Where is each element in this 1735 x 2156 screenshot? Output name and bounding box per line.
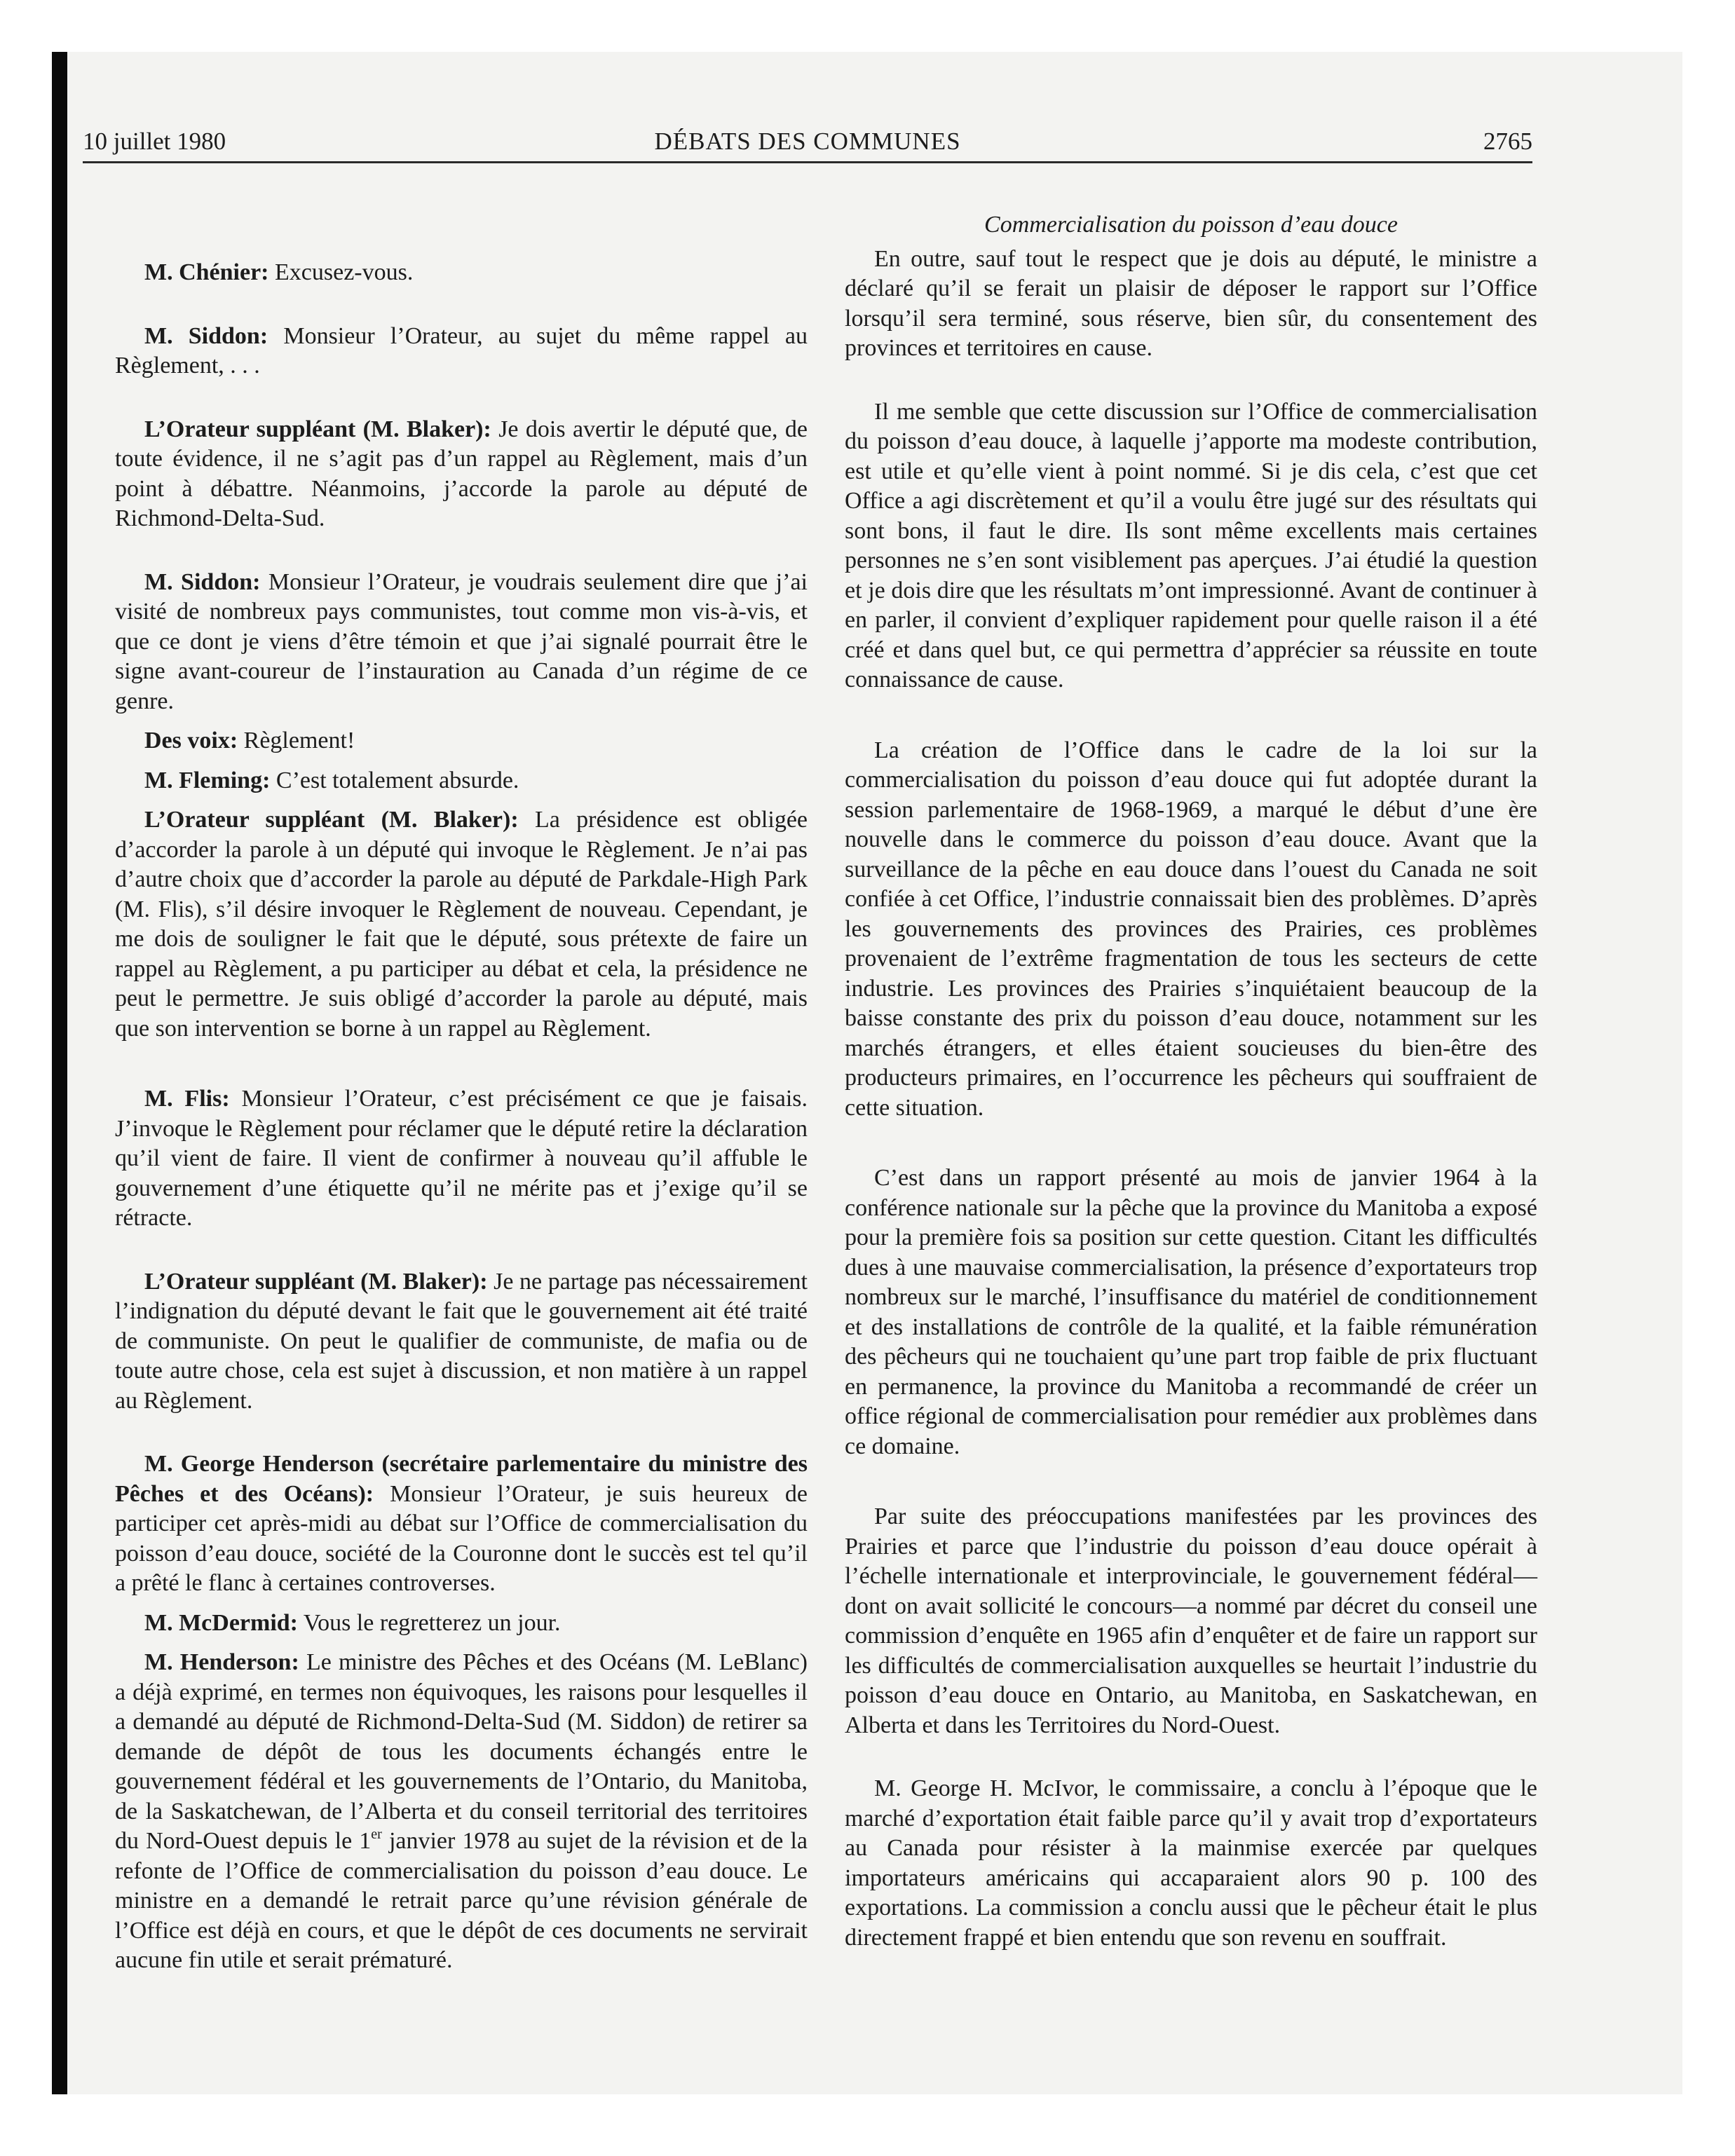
speech-text: Monsieur l’Orateur, je voudrais seulement dire que j’ai visité de nombreux pays communistes, tout comme mon vis-à-vis, et que ce dont je viens d’être témoin et que j’ai signalé pourrait être le signe avant-coureur de l’instauration au Canada d’un régime de ce genre. — [115, 568, 808, 714]
body-paragraph: En outre, sauf tout le respect que je dois au député, le ministre a déclaré qu’il se ferait un plaisir de déposer le rapport sur l’Office lorsqu’il sera terminé, sous réserve, bien sûr, du consentement des provinces et territoires en cause. — [845, 245, 1537, 361]
speaker-name: M. Fleming: — [144, 767, 271, 793]
speaker-name: Des voix: — [144, 728, 238, 753]
speaker-name: M. George Henderson (secrétaire parlementaire du ministre des Pêches et des Océans): — [115, 1451, 808, 1507]
speech-paragraph — [115, 415, 808, 534]
section-subtitle: Commercialisation du poisson d’eau douce — [984, 212, 1398, 238]
speech-paragraph — [115, 1648, 808, 1976]
speaker-name: M. Henderson: — [144, 1649, 299, 1675]
speaker-name: L’Orateur suppléant (M. Blaker): — [144, 416, 491, 442]
speech-paragraph — [115, 322, 808, 381]
speaker-name: L’Orateur suppléant (M. Blaker): — [144, 1268, 488, 1295]
scan-margin-bar — [52, 52, 67, 2094]
ordinal-superscript: er — [371, 1827, 382, 1842]
speech-text: Je ne partage pas nécessairement l’indignation du député devant le fait que le gouvernement ait été traité de communiste. On peut le qualifier de communiste, de mafia ou de toute autre chose, cela est sujet à discussion, et non matière à un rappel au Règlement. — [115, 1268, 808, 1414]
speech-text: Monsieur l’Orateur, au sujet du même rappel au Règlement, . . . — [115, 322, 808, 378]
speech-text: janvier 1978 au sujet de la révision et de la refonte de l’Office de commercialisation du poisson d’eau douce. Le ministre en a demandé le retrait parce qu’une révision générale de l’Office est déjà en cours, et que le dépôt de ces documents ne servirait aucune fin utile et serait prématuré. — [115, 1828, 808, 1973]
page-header — [83, 122, 1532, 163]
speech-text: Je dois avertir le député que, de toute évidence, il ne s’agit pas d’un rappel au Règlement, mais d’un point à débattre. Néanmoins, j’accorde la parole au député de Richmond-Delta-Sud. — [115, 416, 808, 531]
right-column — [845, 210, 1537, 1953]
body-paragraph: La création de l’Office dans le cadre de la loi sur la commercialisation du poisson d’eau douce qui fut adoptée durant la session parlementaire de 1968-1969, a marqué le début d’une ère nouvelle dans le commerce du poisson d’eau douce. Avant que la surveillance de la pêche en eau douce dans l’ouest du Canada ne soit confiée à cet Office, l’industrie connaissait bien des problèmes. D’après les gouvernements des provinces des Prairies, ces problèmes provenaient de l’extrême fragmentation de tous les secteurs de cette industrie. Les provinces des Prairies s’inquiétaient beaucoup de la baisse constante des prix du poisson d’eau douce, notamment sur les marchés étrangers, et elles étaient soucieuses du bien-être des producteurs primaires, en l’occurrence les pêcheurs qui souffraient de cette situation. — [845, 737, 1537, 1121]
speech-paragraph — [115, 568, 808, 717]
speech-text: Excusez-vous. — [268, 259, 414, 285]
speech-text: Le ministre des Pêches et des Océans (M. LeBlanc) a déjà exprimé, en termes non équivoques, les raisons pour lesquelles il a demandé au député de Richmond-Delta-Sud (M. Siddon) de retirer sa demande de dépôt de tous les documents échangés entre le gouvernement fédéral et les gouvernements de l’Ontario, du Manitoba, de la Saskatchewan, de l’Alberta et du conseil territorial des territoires du Nord-Ouest depuis le 1 — [115, 1649, 808, 1854]
speaker-name: L’Orateur suppléant (M. Blaker): — [144, 807, 519, 833]
speaker-name: M. Siddon: — [144, 568, 261, 595]
speech-paragraph — [115, 766, 808, 796]
speaker-name: M. Siddon: — [144, 322, 268, 349]
speech-paragraph — [115, 1084, 808, 1234]
speech-text: Vous le regretterez un jour. — [298, 1609, 561, 1636]
speech-text: Monsieur l’Orateur, je suis heureux de participer cet après-midi au débat sur l’Office de commercialisation du poisson d’eau douce, société de la Couronne dont le succès est tel qu’il a prêté le flanc à certaines controverses. — [115, 1480, 808, 1596]
left-column — [115, 258, 808, 1976]
speech-paragraph — [115, 1449, 808, 1599]
header-title: DÉBATS DES COMMUNES — [654, 128, 961, 155]
speaker-name: M. Flis: — [144, 1086, 230, 1112]
speaker-name: M. McDermid: — [144, 1609, 299, 1636]
speech-paragraph — [115, 1609, 808, 1639]
speech-text: Monsieur l’Orateur, c’est précisément ce que je faisais. J’invoque le Règlement pour réclamer que le député retire la déclaration qu’il vient de faire. Il vient de confirmer à nouveau qu’il affuble le gouvernement d’une étiquette qu’il ne mérite pas et j’exige qu’il se rétracte. — [115, 1086, 808, 1231]
body-paragraph: C’est dans un rapport présenté au mois de janvier 1964 à la conférence nationale sur la pêche que la province du Manitoba a exposé pour la première fois sa position sur cette question. Citant les difficultés dues à une mauvaise commercialisation, la présence d’exportateurs trop nombreux sur le marché, l’insuffisance du matériel de conditionnement et des installations de contrôle de la qualité, et la faible rémunération des pêcheurs qui ne touchaient qu’une part trop faible de prix fluctuant en permanence, la province du Manitoba a recommandé de créer un office régional de commercialisation pour remédier aux problèmes dans ce domaine. — [845, 1165, 1537, 1459]
body-paragraph: Par suite des préoccupations manifestées par les provinces des Prairies et parce que l’industrie du poisson d’eau douce opérait à l’échelle internationale et interprovinciale, le gouvernement fédéral—dont on avait sollicité le concours—a nommé par décret du conseil une commission d’enquête en 1965 afin d’enquêter et de faire un rapport sur les difficultés de commercialisation auxquelles se heurtait l’industrie du poisson d’eau douce en Ontario, au Manitoba, en Saskatchewan, en Alberta et dans les Territoires du Nord-Ouest. — [845, 1503, 1537, 1738]
speech-text: C’est totalement absurde. — [270, 767, 519, 793]
speaker-name: M. Chénier: — [144, 259, 269, 285]
header-page-number: 2765 — [1483, 128, 1532, 155]
speech-paragraph — [115, 726, 808, 756]
speech-paragraph — [115, 805, 808, 1044]
body-paragraph: M. George H. McIvor, le commissaire, a conclu à l’époque que le marché d’exportation était faible parce qu’il y avait trop d’exportateurs au Canada pour résister à la mainmise exercée par quelques importateurs américains qui accaparaient alors 90 p. 100 des exportations. La commission a conclu aussi que le pêcheur était le plus directement frappé et bien entendu que son revenu en souffrait. — [845, 1775, 1537, 1951]
speech-text: La présidence est obligée d’accorder la parole à un député qui invoque le Règlement. Je n’ai pas d’autre choix que d’accorder la parole au député de Parkdale-High Park (M. Flis), s’il désire invoquer le Règlement de nouveau. Cependant, je me dois de souligner le fait que le député, sous prétexte de faire un rappel au Règlement, a pu participer au débat et cela, la présidence ne peut le permettre. Je suis obligé d’accorder la parole au député, mais que son intervention se borne à un rappel au Règlement. — [115, 807, 808, 1042]
speech-paragraph — [115, 1267, 808, 1417]
body-paragraph: Il me semble que cette discussion sur l’Office de commercialisation du poisson d’eau douce, à laquelle j’apporte ma modeste contribution, est utile et qu’elle vient à point nommé. Si je dis cela, c’est que cet Office a agi discrètement et qu’il a voulu être jugé sur des résultats qui sont bons, il faut le dire. Ils sont même excellents mais certaines personnes ne s’en sont visiblement pas aperçues. J’ai étudié la question et je dois dire que les résultats m’ont impressionné. Avant de continuer à en parler, il convient d’expliquer rapidement pour quelle raison il a été créé et dans quel but, ce qui permettra d’apprécier sa réussite en toute connaissance de cause. — [845, 398, 1537, 692]
header-date: 10 juillet 1980 — [83, 128, 226, 155]
speech-text: Règlement! — [238, 728, 355, 753]
speech-paragraph — [115, 258, 808, 288]
